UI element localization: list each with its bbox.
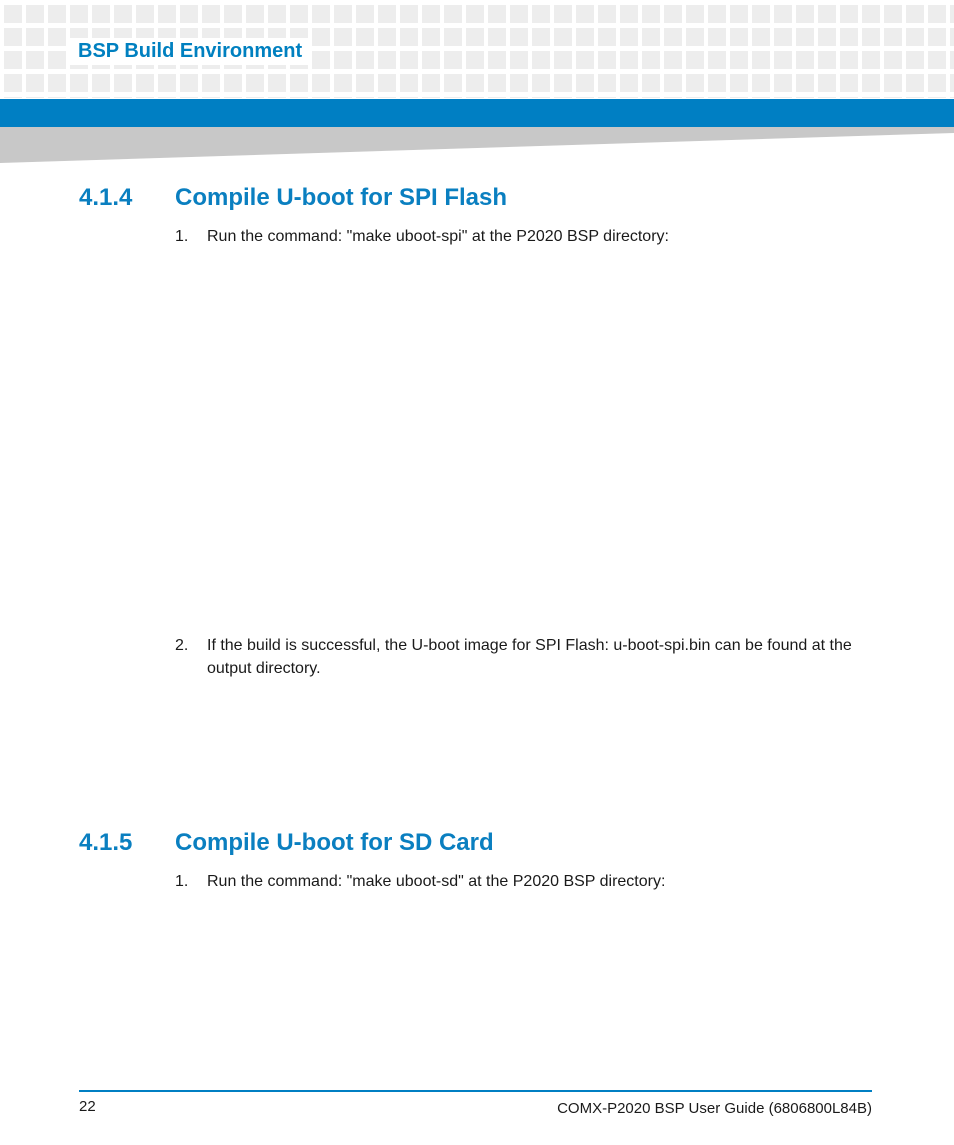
step-index: 2. [175, 637, 189, 654]
section-heading-4-1-5 [79, 829, 494, 857]
section-title: Compile U-boot for SPI Flash [175, 184, 508, 211]
footer-rule [79, 1090, 872, 1092]
section-title: Compile U-boot for SD Card [175, 829, 494, 856]
section-heading-4-1-4 [79, 184, 507, 212]
section-number: 4.1.4 [79, 184, 133, 211]
step-item [175, 225, 875, 248]
step-item [175, 634, 875, 680]
document-title: COMX-P2020 BSP User Guide (6806800L84B) [557, 1100, 872, 1117]
running-header-title: BSP Build Environment [70, 38, 310, 65]
step-index: 1. [175, 228, 189, 245]
page-number: 22 [79, 1098, 96, 1115]
step-text: If the build is successful, the U-boot image for SPI Flash: u-boot-spi.bin can be found at the output directory. [207, 637, 852, 677]
section-number: 4.1.5 [79, 829, 133, 856]
header-gray-wedge [0, 127, 954, 163]
header-blue-bar [0, 99, 954, 127]
step-item [175, 870, 875, 893]
step-text: Run the command: "make uboot-spi" at the P2020 BSP directory: [207, 228, 669, 245]
step-text: Run the command: "make uboot-sd" at the P2020 BSP directory: [207, 873, 666, 890]
step-index: 1. [175, 873, 189, 890]
